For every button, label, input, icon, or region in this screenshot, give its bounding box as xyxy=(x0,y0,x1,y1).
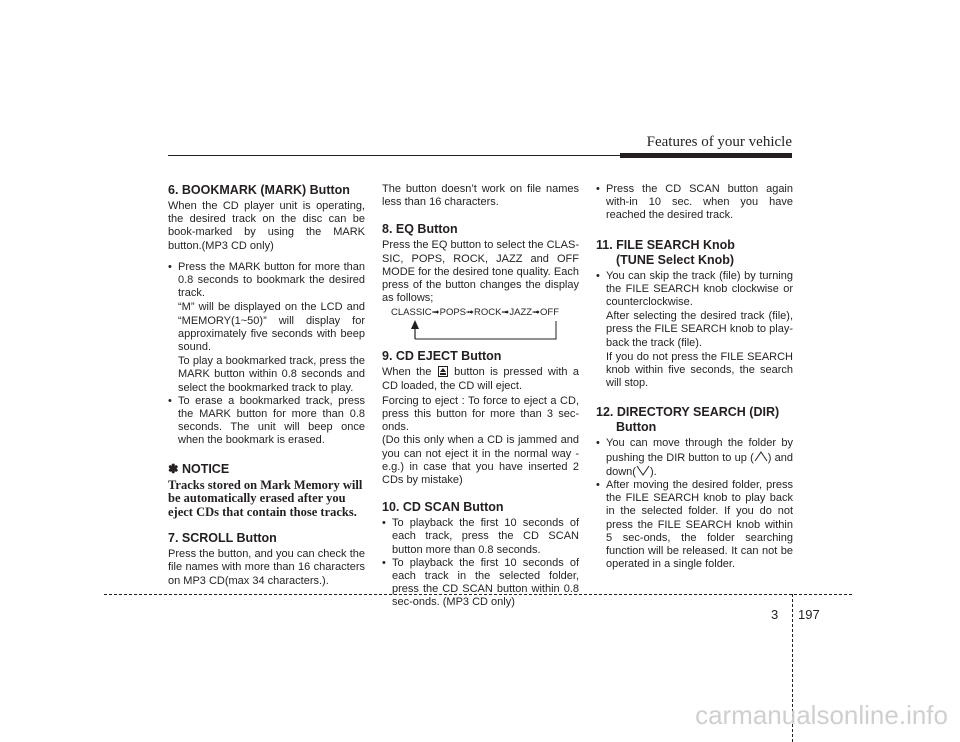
section-11-title xyxy=(596,238,793,268)
page-number: 197 xyxy=(798,607,820,622)
section-10-title: 10. CD SCAN Button xyxy=(382,500,504,515)
notice-body: Tracks stored on Mark Memory will be automatically erased after you eject CDs that contain those tracks. xyxy=(168,477,363,519)
eq-mode-sequence: CLASSIC➟POPS➟ROCK➟JAZZ➟OFF xyxy=(391,307,560,319)
watermark: carmanualsonline.info xyxy=(695,700,948,730)
section-9-text-b: button is pressed with a CD loaded, the CD will eject. xyxy=(382,366,579,392)
section-7-continued: The button doesn’t work on file names less than 16 characters. xyxy=(382,183,579,209)
chapter-number: 3 xyxy=(771,607,779,622)
section-8-title: 8. EQ Button xyxy=(382,222,458,237)
chevron-down-icon xyxy=(636,465,650,476)
section-12-title-line-2: Button xyxy=(616,420,657,435)
bullet-subtext: After selecting the desired track (file), press the FILE SEARCH knob to play-back the track (file). xyxy=(606,310,793,349)
section-12-title-line-1: 12. DIRECTORY SEARCH (DIR) xyxy=(596,405,780,420)
bullet-text: To playback the first 10 seconds of each track in the selected folder, press the CD SCAN button within 0.8 sec-onds. (MP3 CD only) xyxy=(392,556,579,609)
column-2 xyxy=(382,183,579,623)
notice-title: ✽ NOTICE xyxy=(168,461,230,476)
section-10-bullets xyxy=(382,517,579,609)
section-6-bullets xyxy=(168,261,365,448)
section-11-title-line-2: (TUNE Select Knob) xyxy=(616,252,735,267)
bullet-text: After moving the desired folder, press the FILE SEARCH knob to play back in the selected folder. If you do not press the FILE SEARCH knob within 5 sec-onds, the folder searching function will be released. It can not be operated in a single folder. xyxy=(606,479,793,571)
section-12-title xyxy=(596,405,793,435)
section-11-bullets xyxy=(596,270,793,391)
column-3 xyxy=(596,183,793,584)
bullet-subtext: If you do not press the FILE SEARCH knob within five seconds, the search will stop. xyxy=(606,350,793,390)
bullet-text: Press the CD SCAN button again with-in 10 sec. when you have reached the desired track. xyxy=(606,183,793,222)
list-item xyxy=(596,437,793,479)
bullet-text: To erase a bookmarked track, press the MARK button for more than 0.8 seconds. The unit will beep once when the bookmark is erased. xyxy=(178,394,365,447)
bullet-subtext: “M” will be displayed on the LCD and “MEMORY(1~50)” will display for approximately five seconds with beep sound. xyxy=(178,301,365,354)
section-9-para-3: (Do this only when a CD is jammed and you can not eject it in the normal way - e.g.) in case that you have inserted 2 CDs by mistake) xyxy=(382,434,579,487)
section-11-title-line-1: 11. FILE SEARCH Knob xyxy=(596,237,735,252)
chevron-up-icon xyxy=(754,451,768,462)
column-1 xyxy=(168,183,365,588)
section-9-para-1 xyxy=(382,366,579,392)
section-9-title: 9. CD EJECT Button xyxy=(382,349,502,364)
list-item xyxy=(596,479,793,571)
bullet-text: You can move through the folder by pushing the DIR button to up ( xyxy=(606,437,793,464)
list-item xyxy=(168,261,365,395)
section-7-body: Press the button, and you can check the file names with more than 16 characters on MP3 CD(max 34 characters.). xyxy=(168,548,365,587)
bullet-text: ). xyxy=(649,465,657,478)
section-9-text-a: When the xyxy=(382,366,432,379)
header-rule xyxy=(168,155,620,156)
section-6-title: 6. BOOKMARK (MARK) Button xyxy=(168,183,350,197)
section-12-bullets xyxy=(596,437,793,571)
list-item xyxy=(168,395,365,448)
bullet-text: You can skip the track (file) by turning the FILE SEARCH knob clockwise or counterclockwise. xyxy=(606,269,793,309)
list-item xyxy=(596,270,793,391)
eject-icon xyxy=(438,366,448,377)
section-10-bullets-continued xyxy=(596,183,793,223)
section-6-intro: When the CD player unit is operating, the desired track on the disc can be book-marked by using the MARK button.(MP3 CD only) xyxy=(168,200,365,252)
bullet-text: To playback the first 10 seconds of each track, press the CD SCAN button more than 0.8 seconds. xyxy=(392,517,579,556)
section-7-title: 7. SCROLL Button xyxy=(168,531,277,546)
section-8-body: Press the EQ button to select the CLAS-SIC, POPS, ROCK, JAZZ and OFF MODE for the desired tone quality. Each press of the button changes the display as follows; xyxy=(382,239,579,305)
list-item xyxy=(382,517,579,557)
bullet-text: Press the MARK button for more than 0.8 seconds to bookmark the desired track. xyxy=(178,260,365,300)
header-rule-thick xyxy=(620,153,792,158)
section-9-para-2: Forcing to eject : To force to eject a CD, press this button for more than 3 sec-onds. xyxy=(382,394,579,434)
header-title: Features of your vehicle xyxy=(646,134,792,150)
footer-dashed-line xyxy=(104,594,852,595)
eq-mode-flow-diagram xyxy=(382,307,579,341)
bullet-subtext: To play a bookmarked track, press the MARK button within 0.8 seconds and select the bookmarked track to play. xyxy=(178,355,365,394)
bullet-text: ) and down( xyxy=(606,451,794,478)
list-item xyxy=(382,557,579,610)
list-item xyxy=(596,183,793,223)
